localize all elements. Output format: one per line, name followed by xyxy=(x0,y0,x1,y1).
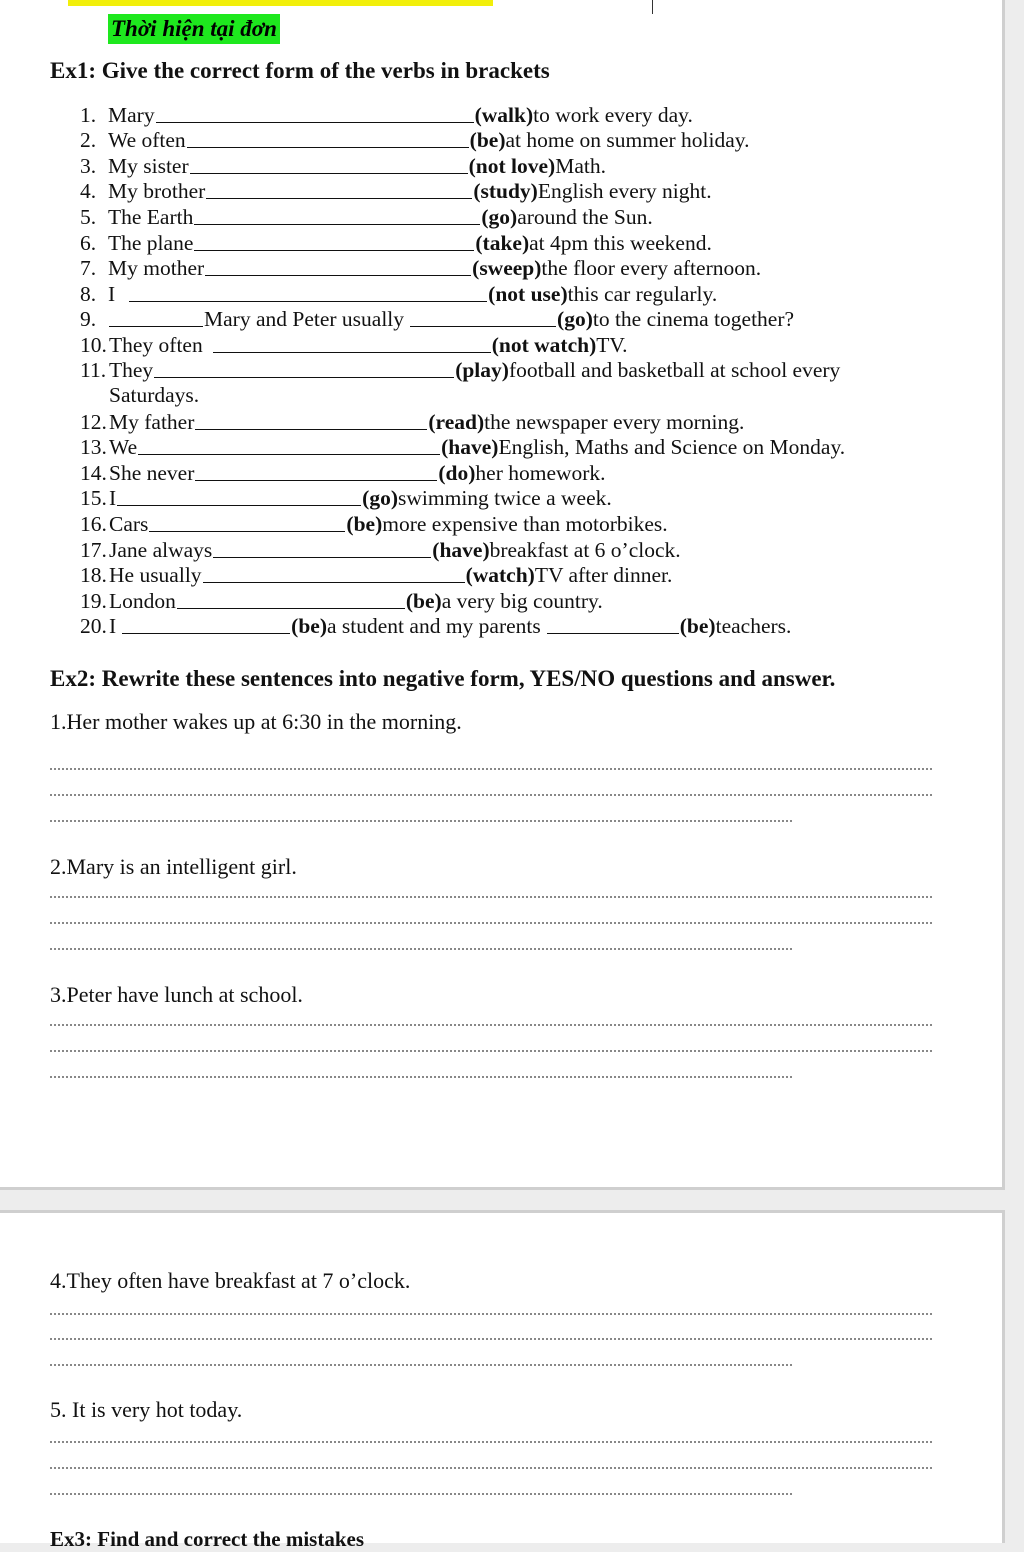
answer-blank[interactable] xyxy=(205,275,471,276)
answer-blank[interactable] xyxy=(187,147,469,148)
answer-blank[interactable] xyxy=(206,198,472,199)
ex1-item-16: 16. Cars (be) more expensive than motorbikes. xyxy=(80,511,668,536)
ex2-sentence-4: 4.They often have breakfast at 7 o’clock. xyxy=(50,1268,411,1293)
ex1-item-15: 15. I (go) swimming twice a week. xyxy=(80,486,612,511)
answer-line[interactable] xyxy=(50,948,792,950)
answer-blank[interactable] xyxy=(213,352,491,353)
ex1-item-19: 19. London (be) a very big country. xyxy=(80,588,603,613)
answer-blank[interactable] xyxy=(410,326,556,327)
answer-blank[interactable] xyxy=(154,377,454,378)
ex1-item-17: 17. Jane always (have) breakfast at 6 o’clock. xyxy=(80,537,681,562)
answer-blank[interactable] xyxy=(149,531,345,532)
ex2-heading: Ex2: Rewrite these sentences into negative form, YES/NO questions and answer. xyxy=(50,666,836,691)
ex1-item-1: 1. Mary (walk) to work every day. xyxy=(80,102,693,127)
ex1-item-18: 18. He usually (watch) TV after dinner. xyxy=(80,563,673,588)
ex2-sentence-5: 5. It is very hot today. xyxy=(50,1397,243,1422)
answer-blank[interactable] xyxy=(129,301,487,302)
ex3-heading: Ex3: Find and correct the mistakes xyxy=(50,1527,365,1551)
answer-blank[interactable] xyxy=(213,557,431,558)
answer-blank[interactable] xyxy=(109,326,203,327)
answer-line[interactable] xyxy=(50,1441,932,1443)
ex1-heading: Ex1: Give the correct form of the verbs in brackets xyxy=(50,58,550,83)
ex1-item-3: 3. My sister (not love) Math. xyxy=(80,153,606,178)
answer-line[interactable] xyxy=(50,1493,792,1495)
answer-line[interactable] xyxy=(50,768,932,770)
answer-blank[interactable] xyxy=(117,505,361,506)
answer-line[interactable] xyxy=(50,1050,932,1052)
answer-blank[interactable] xyxy=(547,633,679,634)
ex1-item-14: 14. She never (do) her homework. xyxy=(80,460,606,485)
answer-blank[interactable] xyxy=(138,454,440,455)
ex1-item-13: 13. We (have) English, Maths and Science on Monday. xyxy=(80,435,846,460)
ex1-item-2: 2. We often (be) at home on summer holiday. xyxy=(80,128,750,153)
answer-blank[interactable] xyxy=(122,633,290,634)
answer-line[interactable] xyxy=(50,794,932,796)
answer-blank[interactable] xyxy=(156,122,474,123)
answer-blank[interactable] xyxy=(177,608,405,609)
ex1-item-6: 6. The plane (take) at 4pm this weekend. xyxy=(80,230,712,255)
ex1-item-20: 20. I (be) a student and my parents (be) teachers. xyxy=(80,614,792,639)
answer-line[interactable] xyxy=(50,922,932,924)
margin-mark xyxy=(652,0,653,14)
answer-blank[interactable] xyxy=(194,224,480,225)
answer-line[interactable] xyxy=(50,1364,792,1366)
answer-blank[interactable] xyxy=(190,173,468,174)
ex1-item-9: 9. Mary and Peter usually (go) to the cinema together? xyxy=(80,307,795,332)
ex2-sentence-1: 1.Her mother wakes up at 6:30 in the morning. xyxy=(50,709,462,734)
ex1-item-5: 5. The Earth (go) around the Sun. xyxy=(80,204,653,229)
answer-line[interactable] xyxy=(50,1467,932,1469)
answer-line[interactable] xyxy=(50,896,932,898)
answer-blank[interactable] xyxy=(203,582,465,583)
highlight-bar xyxy=(68,0,493,6)
ex1-list xyxy=(80,102,940,639)
answer-line[interactable] xyxy=(50,1076,792,1078)
ex2-sentence-3: 3.Peter have lunch at school. xyxy=(50,982,303,1007)
worksheet-page-2 xyxy=(0,1210,1005,1551)
ex1-item-12: 12. My father (read) the newspaper every morning. xyxy=(80,409,745,434)
ex1-item-11: 11. They (play) football and basketball at school every Saturdays. xyxy=(80,357,841,408)
ex1-item-10: 10. They often (not watch) TV. xyxy=(80,332,628,357)
ex2-sentence-2: 2.Mary is an intelligent girl. xyxy=(50,854,297,879)
ex1-item-4: 4. My brother (study) English every night. xyxy=(80,179,712,204)
answer-blank[interactable] xyxy=(195,480,437,481)
worksheet-title: Thời hiện tại đơn xyxy=(108,14,280,44)
answer-line[interactable] xyxy=(50,1313,932,1315)
answer-line[interactable] xyxy=(50,1338,932,1340)
ex1-item-8: 8. I (not use) this car regularly. xyxy=(80,281,718,306)
answer-line[interactable] xyxy=(50,1024,932,1026)
answer-line[interactable] xyxy=(50,820,792,822)
answer-blank[interactable] xyxy=(195,429,427,430)
ex1-item-7: 7. My mother (sweep) the floor every afternoon. xyxy=(80,256,762,281)
answer-blank[interactable] xyxy=(194,250,474,251)
